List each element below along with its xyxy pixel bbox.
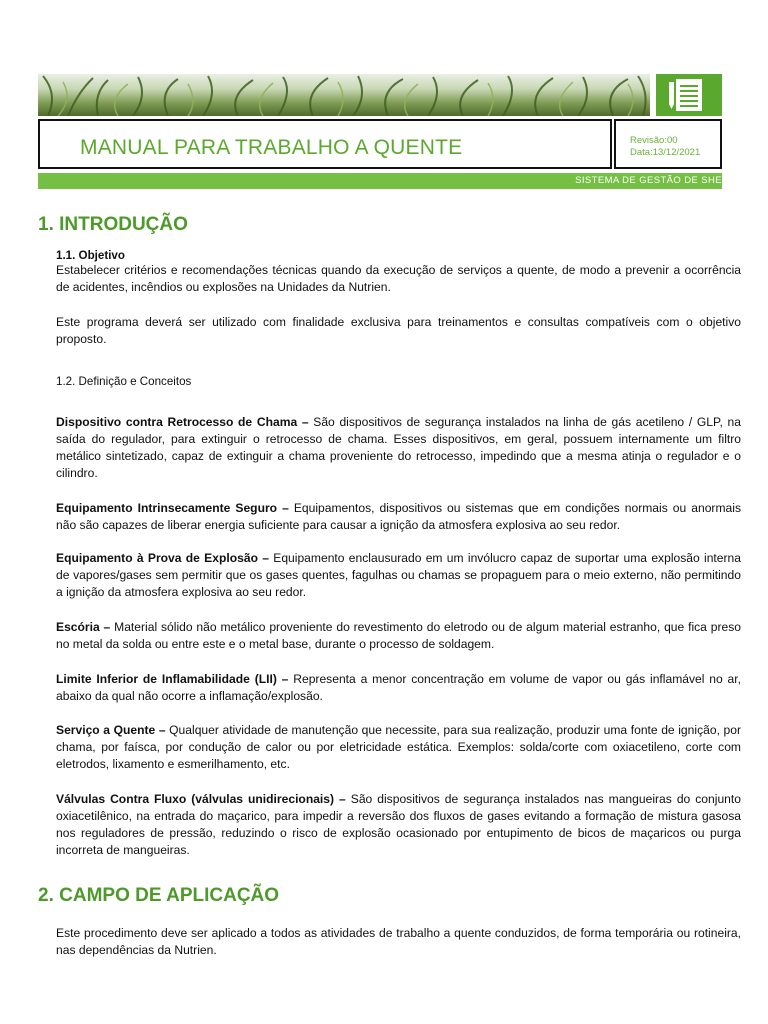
definition-item [56,671,741,705]
definition-item [56,414,741,482]
definitions-title: 1.2. Definição e Conceitos [56,375,192,388]
definition-text: Material sólido não metálico proveniente do revestimento do eletrodo ou de algum material estranho, que fica preso no metal da solda ou entre este e o metal base, durante o processo de soldagem. [56,620,742,651]
definition-text: Equipamento enclausurado em um invólucro capaz de suportar uma explosão interna de vapores/gases sem permitir que os gases quentes, fagulhas ou chamas se propaguem para o meio externo, não permitindo a ignição da atmosfera explosiva ao seu redor. [56,551,741,599]
definition-term: Limite Inferior de Inflamabilidade (LII) – [56,672,289,686]
definition-text: Qualquer atividade de manutenção que necessite, para sua realização, produzir uma fonte de ignição, por chama, por faísca, por condução de calor ou por eletricidade estática. Exemplos: solda/corte com oxiacetileno, corte com eletrodos, lixamento e esmerilhamento, etc. [56,723,741,771]
section-heading-scope: 2. CAMPO DE APLICAÇÃO [38,885,280,906]
objective-text: Estabelecer critérios e recomendações técnicas quando da execução de serviços a quente, de modo a prevenir a ocorrência de acidentes, incêndios ou explosões na Unidades da Nutrien. [56,263,741,294]
definition-item [56,550,741,601]
section-heading-introduction: 1. INTRODUÇÃO [38,214,188,235]
definition-term: Válvulas Contra Fluxo (válvulas unidirecionais) – [56,792,346,806]
definition-item [56,791,741,859]
revision-label: Revisão:00 [630,135,678,146]
definition-term: Equipamento à Prova de Explosão – [56,551,269,565]
header-banner-image [38,74,650,116]
scope-text: Este procedimento deve ser aplicado a todos as atividades de trabalho a quente conduzidos, de forma temporária ou rotineira, nas dependências da Nutrien. [56,926,741,957]
objective-title: 1.1. Objetivo [56,249,125,262]
definition-item [56,500,741,534]
definition-item [56,722,741,773]
definition-text: São dispositivos de segurança instalados na linha de gás acetileno / GLP, na saída do regulador, para extinguir o retrocesso de chama. Esses dispositivos, em geral, possuem internamente um filtro metálico sintetizado, capaz de extinguir a chama proveniente do retrocesso, impedindo que a mesma atinja o regulador e o cilindro. [56,415,741,480]
program-text: Este programa deverá ser utilizado com finalidade exclusiva para treinamentos e consultas compatíveis com o objetivo proposto. [56,315,741,346]
document-title: MANUAL PARA TRABALHO A QUENTE [80,136,463,159]
definition-term: Dispositivo contra Retrocesso de Chama – [56,415,309,429]
definition-term: Serviço a Quente – [56,723,166,737]
document-pen-icon [656,74,722,116]
date-label: Data:13/12/2021 [630,147,701,158]
definition-term: Escória – [56,620,111,634]
definition-text: Representa a menor concentração em volume de vapor ou gás inflamável no ar, abaixo da qual não ocorre a inflamação/explosão. [56,672,741,703]
definition-text: Equipamentos, dispositivos ou sistemas que em condições normais ou anormais não são capazes de liberar energia suficiente para causar a ignição da atmosfera explosiva ao seu redor. [56,501,741,532]
system-label: SISTEMA DE GESTÃO DE SHE [575,175,722,186]
definition-term: Equipamento Intrinsecamente Seguro – [56,501,289,515]
definition-item [56,619,741,653]
definition-text: São dispositivos de segurança instalados nas mangueiras do conjunto oxiacetilênico, na entrada do maçarico, para impedir a reversão dos fluxos de gases evitando a formação de mistura gasosa nos reguladores de pressão, reduzindo o risco de explosão ocasionado por entupimento de bicos de maçaricos ou purga incorreta de mangueiras. [56,792,741,857]
